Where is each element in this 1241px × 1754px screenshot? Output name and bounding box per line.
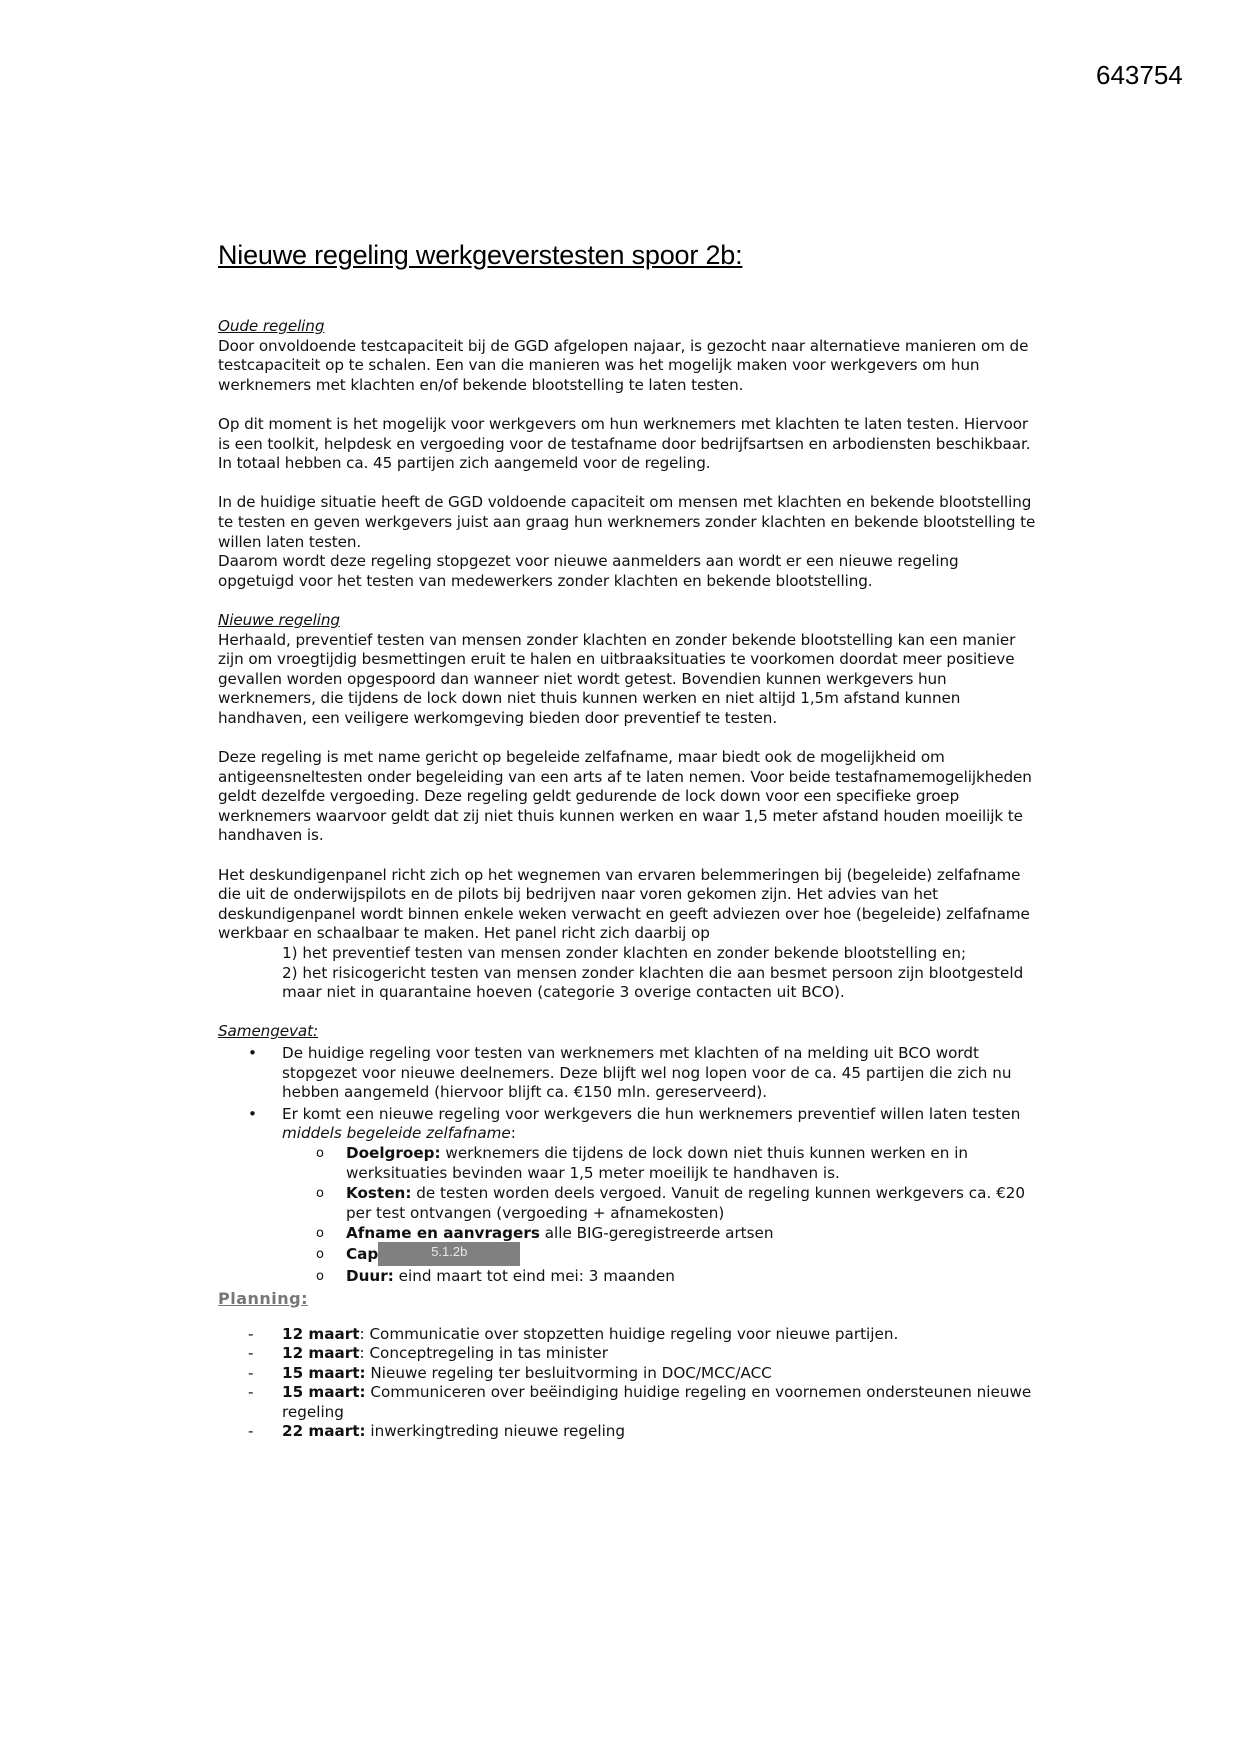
section-heading-samengevat: Samengevat: xyxy=(218,1022,318,1041)
planning-item: - 12 maart: Communicatie over stopzetten huidige regeling voor nieuwe partijen. xyxy=(248,1324,899,1343)
planning-item: - 12 maart: Conceptregeling in tas minister xyxy=(248,1344,609,1363)
planning-item: - 15 maart: Nieuwe regeling ter besluitvorming in DOC/MCC/ACC xyxy=(248,1363,772,1382)
summary-sub-list xyxy=(282,1144,1038,1287)
planning-item: - 15 maart: Communiceren over beëindiging huidige regeling en voornemen ondersteunen nieuwe regeling xyxy=(248,1383,1032,1421)
planning-item: - 22 maart: inwerkingtreding nieuwe regeling xyxy=(248,1422,626,1441)
redaction-box: 5.1.2b xyxy=(378,1242,520,1266)
planning-heading: Planning: xyxy=(218,1288,309,1308)
sub-item-afname: o Afname en aanvragers alle BIG-geregistreerde artsen xyxy=(316,1224,774,1243)
paragraph: Het deskundigenpanel richt zich op het wegnemen van ervaren belemmeringen bij (begeleide) zelfafname die uit de onderwijspilots en de pilots bij bedrijven naar voren gekomen zijn. Het advies van het deskundigenpanel wordt binnen enkele weken verwacht en geeft adviezen over hoe (begeleide) zelfafname werkbaar en schaalbaar te maken. Het panel richt zich daarbij op xyxy=(218,865,1030,943)
section-heading-oude: Oude regeling xyxy=(218,317,325,335)
paragraph: Door onvoldoende testcapaciteit bij de GGD afgelopen najaar, is gezocht naar alternatieve manieren om de testcapaciteit op te schalen. Een van die manieren was het mogelijk maken voor werkgevers om hun werknemers met klachten en/of bekende blootstelling te laten testen. xyxy=(218,336,1029,394)
section-nieuwe-regeling xyxy=(218,611,1038,1003)
list-item: 1) het preventief testen van mensen zonder klachten en zonder bekende blootstelling en; xyxy=(282,944,967,962)
circle-bullet-icon: o xyxy=(316,1186,324,1202)
summary-bullets xyxy=(218,1044,1038,1287)
paragraph: Herhaald, preventief testen van mensen zonder klachten en zonder bekende blootstelling kan een manier zijn om vroegtijdig besmettingen eruit te halen en uitbraaksituaties te voorkomen doordat meer positieve gevallen worden opgespoord dan wanneer niet wordt getest. Bovendien kunnen werkgevers hun werknemers, die tijdens de lock down niet thuis kunnen werken en niet altijd 1,5m afstand kunnen handhaven, een veiligere werkomgeving bieden door preventief te testen. xyxy=(218,630,1016,727)
section-heading-nieuwe: Nieuwe regeling xyxy=(218,610,340,629)
page-title: Nieuwe regeling werkgeverstesten spoor 2b: xyxy=(218,240,743,270)
bullet-icon: • xyxy=(248,1104,257,1123)
list-item: • Er komt een nieuwe regeling voor werkgevers die hun werknemers preventief willen laten testen middels begeleide zelfafname: o Doelgroep: werknemers die tijdens de lock down niet thuis kunnen werken en in werksituaties bevinden waar 1,5 meter moeilijk te handhaven is. o Kosten: de testen worden deels vergoed. Vanuit de regeling kunnen werkgevers ca. €20 per test ontvangen (vergoeding + afnamekosten) o Afname en aanvragers alle BIG-geregistreerde artsen o Cap 5.1.2b o Duur: eind maart tot eind mei: 3 maanden xyxy=(282,1105,1038,1287)
document-body xyxy=(218,240,1038,1442)
sub-item-duur: o Duur: eind maart tot eind mei: 3 maanden xyxy=(316,1266,675,1285)
paragraph: In de huidige situatie heeft de GGD voldoende capaciteit om mensen met klachten en bekende blootstelling te testen en geven werkgevers juist aan graag hun werknemers zonder klachten en bekende blootstelling te willen laten testen. xyxy=(218,493,1036,551)
list-item: 2) het risicogericht testen van mensen zonder klachten die aan besmet persoon zijn blootgesteld maar niet in quarantaine hoeven (categorie 3 overige contacten uit BCO). xyxy=(282,963,1024,1002)
bullet-icon: • xyxy=(248,1043,257,1062)
sub-item-capaciteit: o Cap 5.1.2b xyxy=(346,1245,1038,1266)
sub-item-doelgroep: o Doelgroep: werknemers die tijdens de lock down niet thuis kunnen werken en in werksituaties bevinden waar 1,5 meter moeilijk te handhaven is. xyxy=(316,1143,969,1182)
circle-bullet-icon: o xyxy=(316,1145,324,1161)
paragraph: Op dit moment is het mogelijk voor werkgevers om hun werknemers met klachten te laten testen. Hiervoor is een toolkit, helpdesk en vergoeding voor de testafname door bedrijfsartsen en arbodiensten beschikbaar. In totaal hebben ca. 45 partijen zich aangemeld voor de regeling. xyxy=(218,414,1031,473)
circle-bullet-icon: o xyxy=(316,1268,324,1284)
section-oude-regeling xyxy=(218,317,1038,591)
paragraph: Deze regeling is met name gericht op begeleide zelfafname, maar biedt ook de mogelijkheid om antigeensneltesten onder begeleiding van een arts af te laten nemen. Voor beide testafnamemogelijkheden geldt dezelfde vergoeding. Deze regeling geldt gedurende de lock down voor een specifieke groep werknemers waarvoor geldt dat zij niet thuis kunnen werken en waar 1,5 meter afstand houden moeilijk te handhaven is. xyxy=(218,748,1032,845)
sub-item-kosten: o Kosten: de testen worden deels vergoed. Vanuit de regeling kunnen werkgevers ca. €20 per test ontvangen (vergoeding + afnamekosten) xyxy=(316,1184,1026,1222)
list-item: • De huidige regeling voor testen van werknemers met klachten of na melding uit BCO wordt stopgezet voor nieuwe deelnemers. Deze blijft wel nog lopen voor de ca. 45 partijen die zich nu hebben aangemeld (hiervoor blijft ca. €150 mln. gereserveerd). xyxy=(248,1043,1012,1102)
circle-bullet-icon: o xyxy=(316,1246,324,1262)
panel-focus-list xyxy=(218,944,1038,1003)
document-id: 643754 xyxy=(1096,60,1183,90)
circle-bullet-icon: o xyxy=(316,1226,324,1242)
planning-list xyxy=(218,1325,1038,1443)
section-samengevat xyxy=(218,1022,1038,1286)
paragraph: Daarom wordt deze regeling stopgezet voor nieuwe aanmelders aan wordt er een nieuwe regeling opgetuigd voor het testen van medewerkers zonder klachten en bekende blootstelling. xyxy=(218,552,959,590)
